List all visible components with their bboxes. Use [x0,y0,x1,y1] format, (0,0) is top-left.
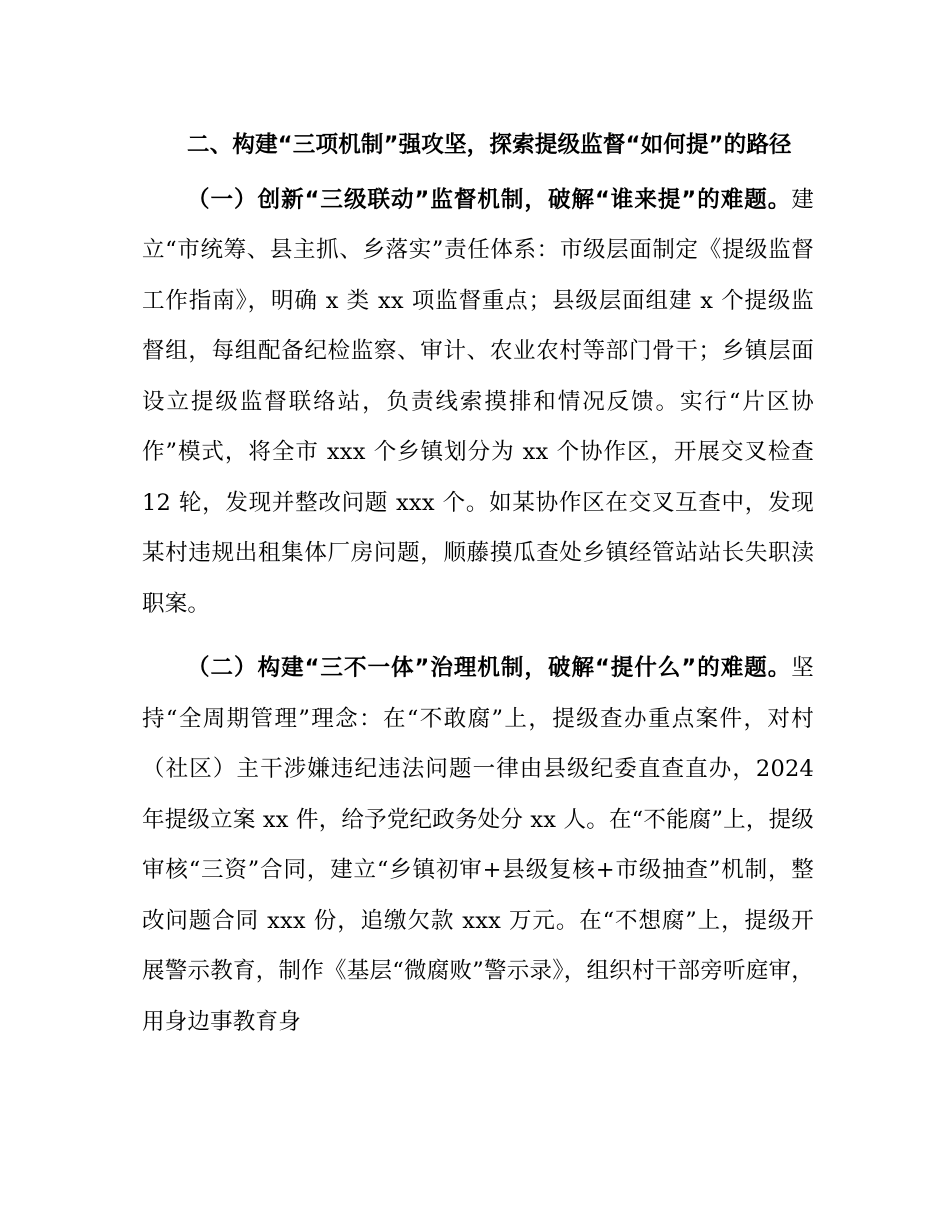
paragraph-1-body: 建立“市统筹、县主抓、乡落实”责任体系：市级层面制定《提级监督工作指南》，明确 x 类 xx 项监督重点；县级层面组建 x 个提级监督组，每组配备纪检监察、审计、农业农村等部门骨干；乡镇层面设立提级监督联络站，负责线索摸排和情况反馈。实行“片区协作”模式，将全市 xxx 个乡镇划分为 xx 个协作区，开展交叉检查 12 轮，发现并整改问题 xxx 个。如某协作区在交叉互查中，发现某村违规出租集体厂房问题，顺藤摸瓜查处乡镇经管站站长失职渎职案。 [142,186,814,617]
paragraph-1-lead: （一）创新“三级联动”监督机制，破解“谁来提”的难题。 [187,186,792,213]
paragraph-2 [142,643,814,1047]
paragraph-gap [142,629,814,643]
document-body [142,120,814,1047]
paragraph-2-lead: （二）构建“三不一体”治理机制，破解“提什么”的难题。 [187,655,792,681]
paragraph-2-body: 坚持“全周期管理”理念：在“不敢腐”上，提级查办重点案件，对村（社区）主干涉嫌违纪违法问题一律由县级纪委直查直办，2024 年提级立案 xx 件，给予党纪政务处分 xx 人。在“不能腐”上，提级审核“三资”合同，建立“乡镇初审+县级复核+市级抽查”机制，整改问题合同 xxx 份，追缴欠款 xxx 万元。在“不想腐”上，提级开展警示教育，制作《基层“微腐败”警示录》，组织村干部旁听庭审，用身边事教育身 [142,655,814,1035]
section-heading: 二、构建“三项机制”强攻坚，探索提级监督“如何提”的路径 [187,132,792,158]
paragraph-1 [142,175,814,630]
